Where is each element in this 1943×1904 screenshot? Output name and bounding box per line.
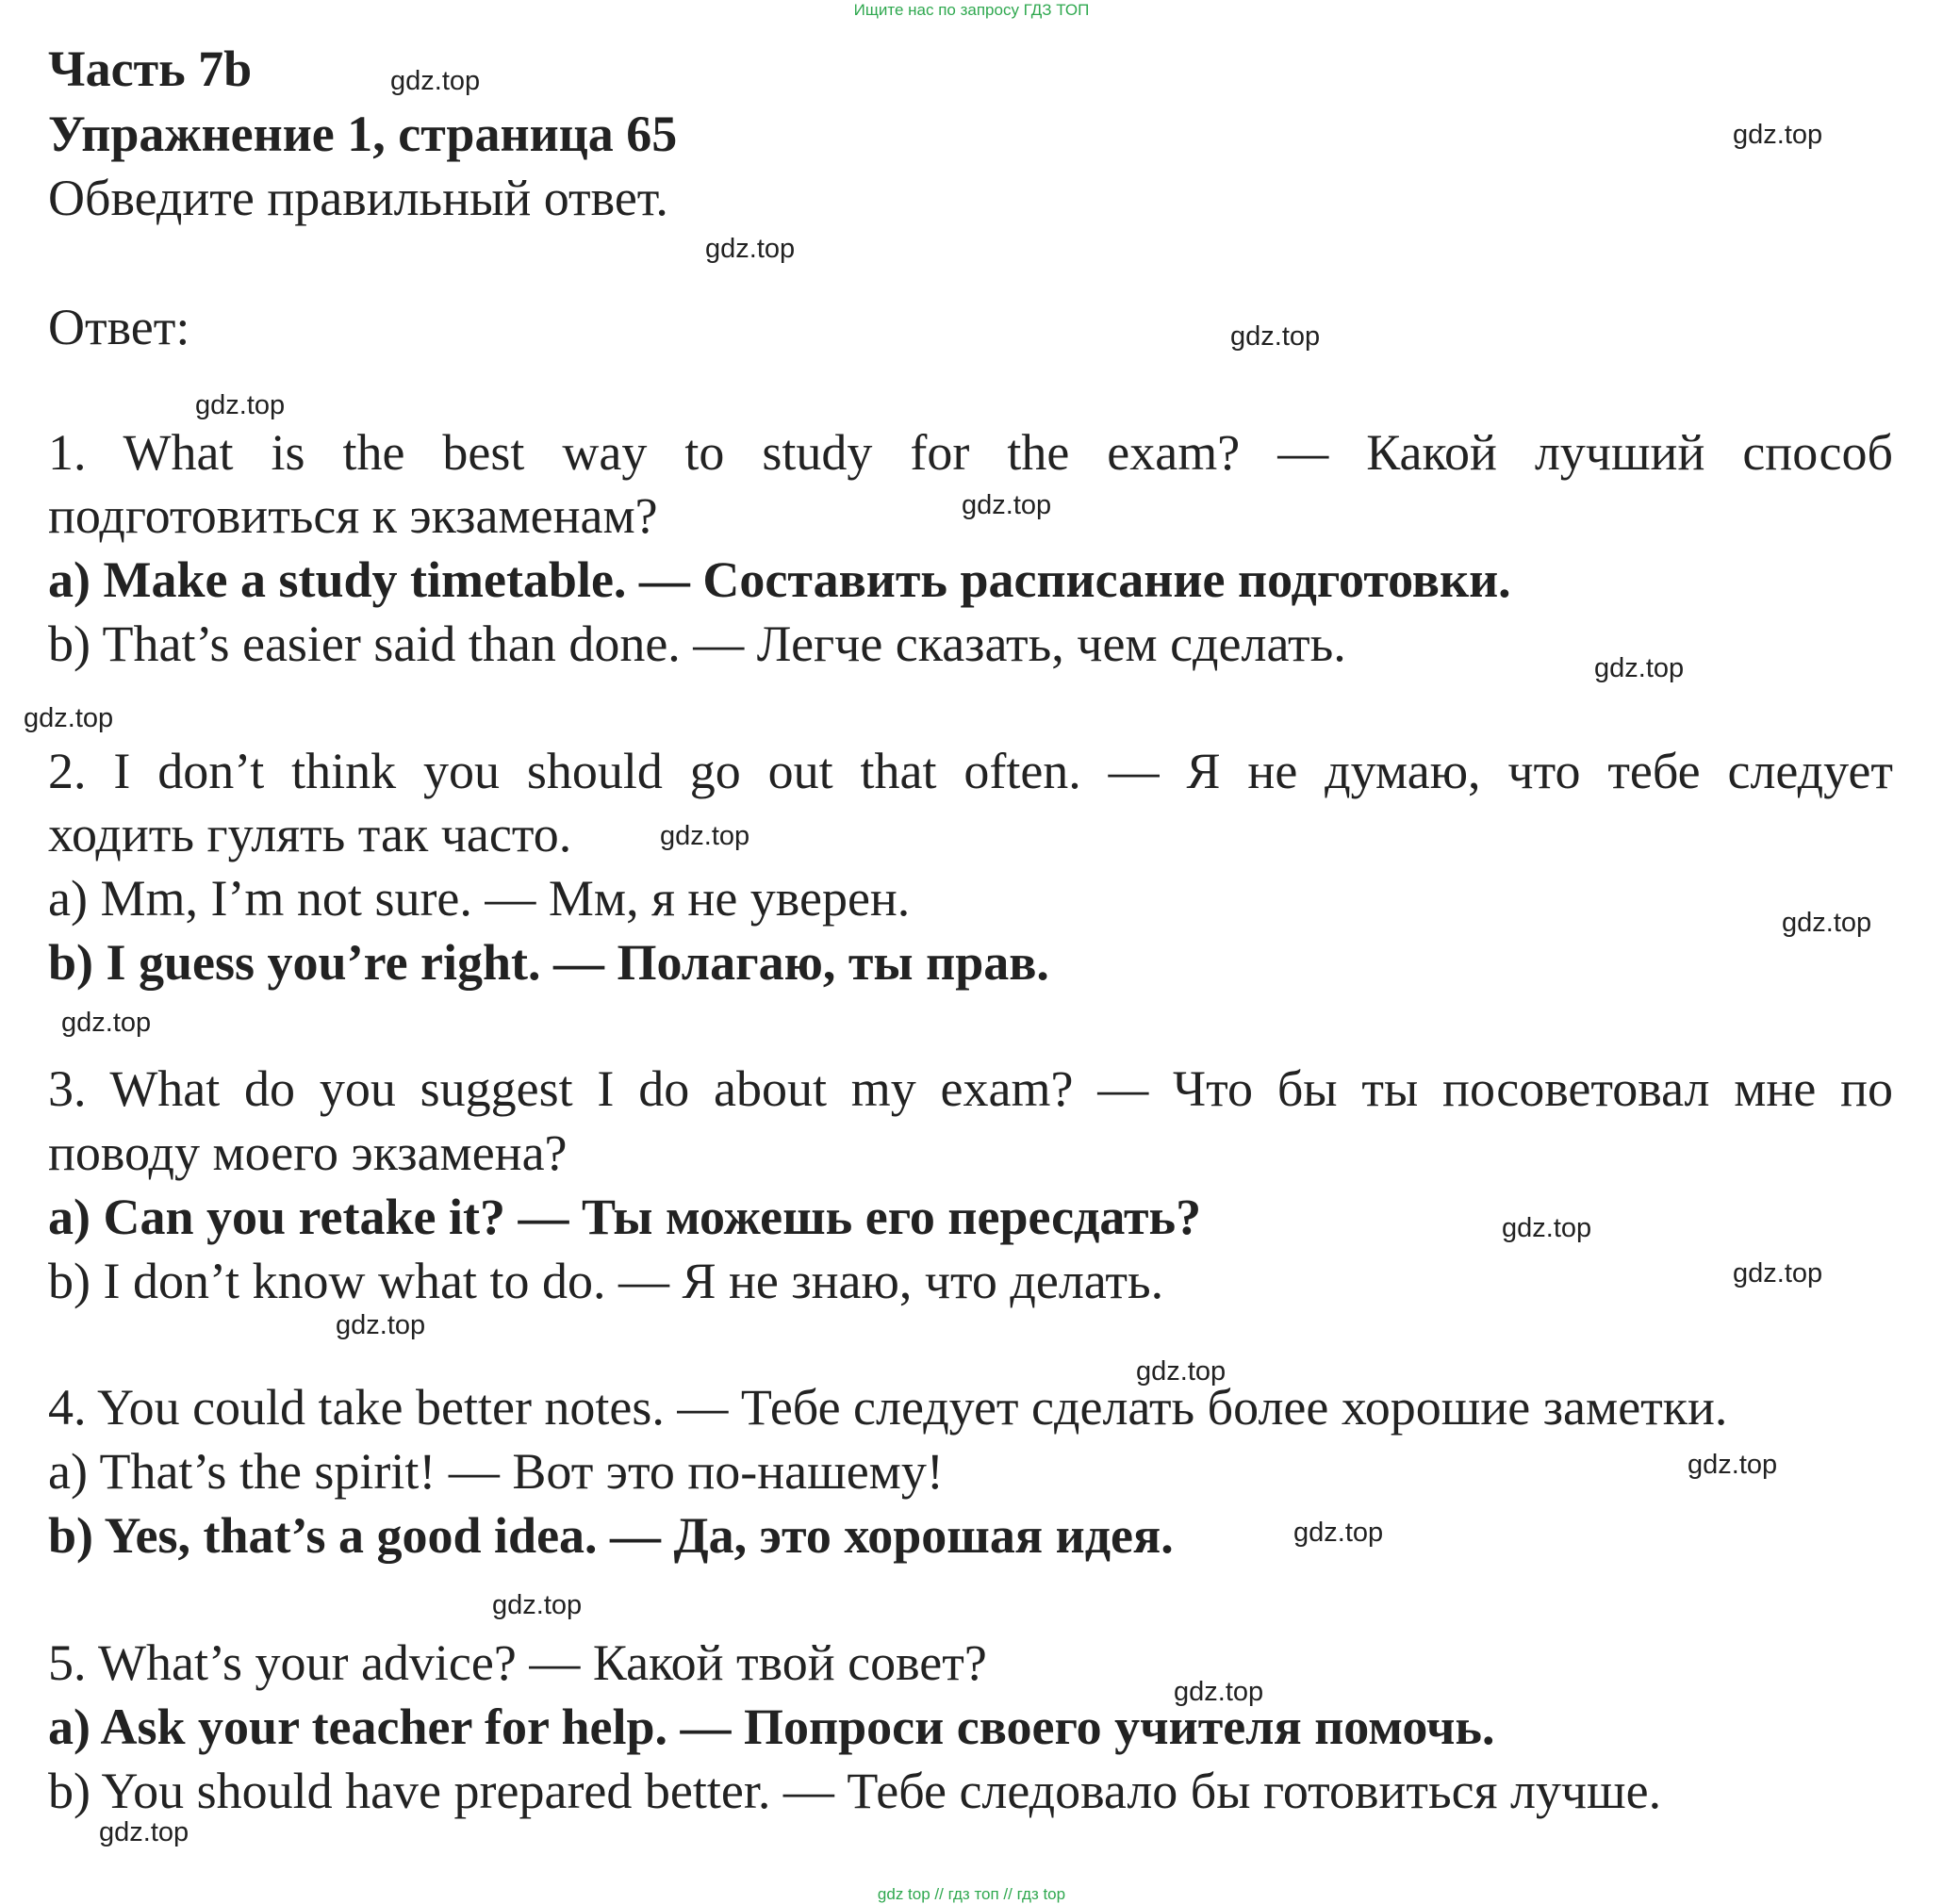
watermark: gdz.top <box>705 234 796 264</box>
question-2-line-2: ходить гулять так часто. <box>48 806 572 862</box>
top-banner: Ищите нас по запросу ГДЗ ТОП <box>853 1 1090 19</box>
answer-1-option-a-correct: a) Make a study timetable. — Составить расписание подготовки. <box>48 551 1511 608</box>
answer-1-option-b: b) That’s easier said than done. — Легче сказать, чем сделать. <box>48 616 1346 672</box>
watermark: gdz.top <box>1782 908 1872 938</box>
watermark: gdz.top <box>1230 321 1321 352</box>
watermark: gdz.top <box>660 821 750 851</box>
watermark: gdz.top <box>195 390 286 420</box>
answer-5-option-a-correct: a) Ask your teacher for help. — Попроси своего учителя помочь. <box>48 1699 1495 1755</box>
instruction-text: Обведите правильный ответ. <box>48 170 668 226</box>
answer-4-option-b-correct: b) Yes, that’s a good idea. — Да, это хорошая идея. <box>48 1507 1174 1564</box>
question-3-line-2: поводу моего экзамена? <box>48 1124 568 1181</box>
watermark: gdz.top <box>1502 1213 1592 1243</box>
bottom-banner: gdz top // гдз топ // гдз top <box>877 1885 1066 1903</box>
question-2-line-1: 2. I don’t think you should go out that often. — Я не думаю, что тебе следует <box>48 743 1893 799</box>
answer-5-option-b: b) You should have prepared better. — Тебе следовало бы готовиться лучше. <box>48 1763 1662 1819</box>
watermark: gdz.top <box>1688 1450 1778 1480</box>
answer-2-option-a: a) Mm, I’m not sure. — Мм, я не уверен. <box>48 870 911 927</box>
answer-3-option-a-correct: a) Can you retake it? — Ты можешь его пересдать? <box>48 1189 1202 1245</box>
answer-2-option-b-correct: b) I guess you’re right. — Полагаю, ты прав. <box>48 934 1049 991</box>
question-4-line-1: 4. You could take better notes. — Тебе следует сделать более хорошие заметки. <box>48 1379 1728 1436</box>
question-1-line-2: подготовиться к экзаменам? <box>48 487 658 544</box>
watermark: gdz.top <box>1594 653 1685 683</box>
question-1-line-1: 1. What is the best way to study for the exam? — Какой лучший способ <box>48 424 1893 481</box>
exercise-title: Упражнение 1, страница 65 <box>48 106 678 162</box>
watermark: gdz.top <box>99 1817 189 1847</box>
watermark: gdz.top <box>1136 1356 1227 1387</box>
watermark: gdz.top <box>1733 120 1823 150</box>
watermark: gdz.top <box>24 703 114 733</box>
watermark: gdz.top <box>962 490 1052 520</box>
question-5-line-1: 5. What’s your advice? — Какой твой совет? <box>48 1634 987 1691</box>
watermark: gdz.top <box>1293 1518 1384 1548</box>
answer-3-option-b: b) I don’t know what to do. — Я не знаю, что делать. <box>48 1253 1164 1309</box>
part-title: Часть 7b <box>48 41 253 97</box>
watermark: gdz.top <box>336 1310 426 1340</box>
answer-4-option-a: a) That’s the spirit! — Вот это по-нашему! <box>48 1443 944 1500</box>
watermark: gdz.top <box>1174 1677 1264 1707</box>
watermark: gdz.top <box>1733 1258 1823 1288</box>
answer-label: Ответ: <box>48 299 190 355</box>
watermark: gdz.top <box>492 1590 583 1620</box>
watermark: gdz.top <box>390 66 481 96</box>
question-3-line-1: 3. What do you suggest I do about my exam? — Что бы ты посоветовал мне по <box>48 1060 1893 1117</box>
watermark: gdz.top <box>61 1008 152 1038</box>
